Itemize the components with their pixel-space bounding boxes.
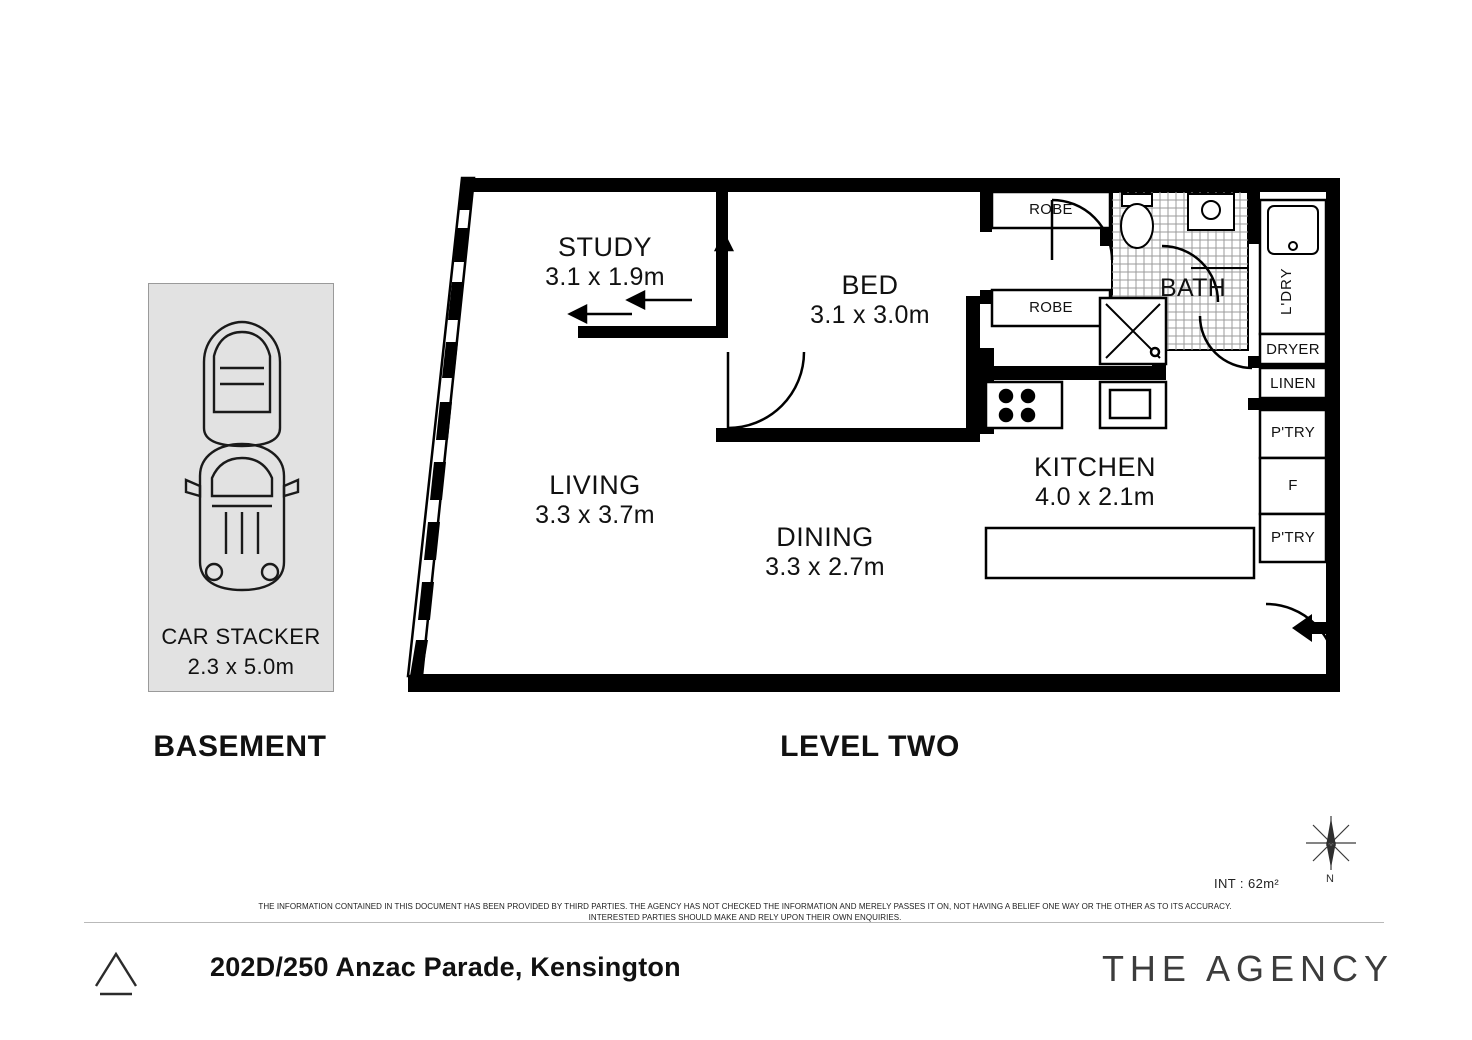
- room-dimensions-dining: 3.3 x 2.7m: [765, 553, 885, 582]
- room-name-dining: DINING: [776, 522, 874, 552]
- room-dimensions-kitchen: 4.0 x 2.1m: [1035, 483, 1155, 512]
- fixture-label-robe-1: ROBE: [1029, 201, 1073, 218]
- brand-name: THE AGENCY: [1101, 948, 1394, 989]
- car-icon: [168, 300, 316, 600]
- car-stacker-dimensions: 2.3 x 5.0m: [187, 654, 295, 679]
- room-name-living: LIVING: [549, 470, 641, 500]
- level-two-title: LEVEL TWO: [780, 730, 960, 763]
- fixture-label-fridge: F: [1288, 477, 1298, 494]
- bath-label: BATH: [1160, 274, 1227, 302]
- room-label-kitchen: [980, 452, 1210, 512]
- car-stacker-name: CAR STACKER: [161, 624, 321, 649]
- room-dimensions-living: 3.3 x 3.7m: [535, 501, 655, 530]
- compass-north-letter: N: [1326, 873, 1334, 884]
- fixture-label-linen: LINEN: [1270, 375, 1316, 392]
- compass-icon: [1300, 812, 1362, 884]
- room-label-study: [490, 232, 720, 292]
- property-address: 202D/250 Anzac Parade, Kensington: [210, 952, 681, 982]
- fixture-label-ldry: L'DRY: [1278, 267, 1295, 315]
- disclaimer-text: THE INFORMATION CONTAINED IN THIS DOCUMENT HAS BEEN PROVIDED BY THIRD PARTIES. THE AGENCY HAS NOT CHECKED THE INFORMATION AND MERELY PASSES IT ON, NOT HAVING A BELIEF ONE WAY OR THE OTHER AS TO ITS ACCURACY. INTERESTED PARTIES SHOULD MAKE AND RELY UPON THEIR OWN ENQUIRIES.: [258, 902, 1232, 922]
- level-two-plan: [400, 170, 1360, 700]
- room-dimensions-bed: 3.1 x 3.0m: [810, 301, 930, 330]
- room-dimensions-study: 3.1 x 1.9m: [545, 263, 665, 292]
- room-name-bed: BED: [841, 270, 899, 300]
- room-label-bed: [755, 270, 985, 330]
- internal-area-label: INT : 62m²: [1214, 876, 1280, 891]
- room-name-study: STUDY: [557, 232, 652, 262]
- fixture-label-ptry-1: P'TRY: [1270, 424, 1316, 441]
- fixture-label-dryer: DRYER: [1266, 341, 1320, 358]
- fixture-label-ptry-2: P'TRY: [1270, 529, 1316, 546]
- room-name-kitchen: KITCHEN: [1033, 452, 1156, 482]
- footer-divider: [84, 922, 1384, 923]
- car-stacker-label: [148, 622, 334, 682]
- room-label-dining: [710, 522, 940, 582]
- basement-title: BASEMENT: [153, 730, 327, 763]
- agency-logo-icon: [86, 948, 150, 1000]
- fixture-label-robe-2: ROBE: [1029, 299, 1073, 316]
- room-label-living: [480, 470, 710, 530]
